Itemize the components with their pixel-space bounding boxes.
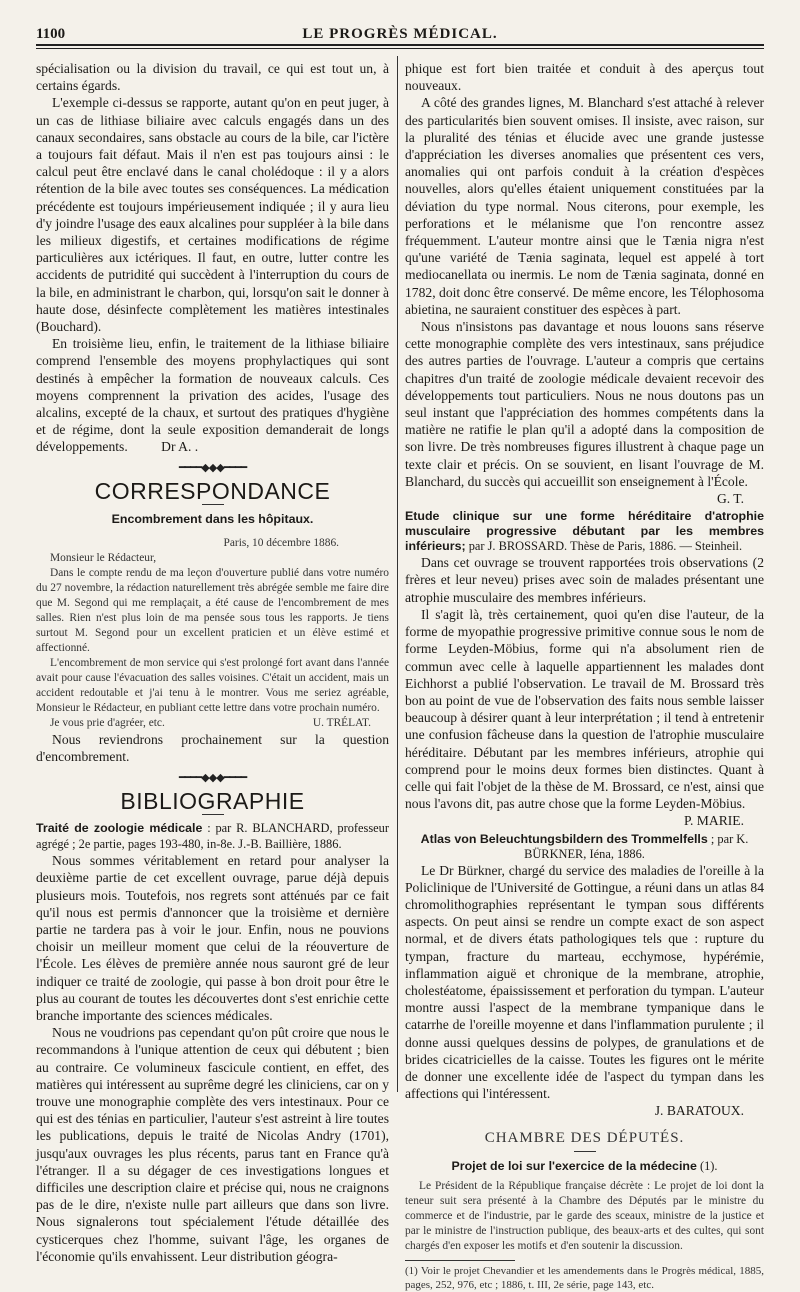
letter xyxy=(36,536,389,731)
book-reference: ; par K. BÜRKNER, Iéna, 1886. xyxy=(524,831,749,861)
paragraph: spécialisation ou la division du travail, ce qui est tout un, à certains égards. xyxy=(36,61,389,94)
book-title: Atlas von Beleuchtungsbildern des Trommelfells xyxy=(420,831,708,846)
section-heading-bibliographie: BIBLIOGRAPHIE xyxy=(120,787,305,814)
paragraph: Le Dr Bürkner, chargé du service des maladies de l'oreille à la Policlinique de l'Université de Gottingue, a réuni dans un atlas 84 chromolithographies représentant le tympan sous différents aspects. On peut ainsi se rendre un compte exact de son aspect normal, et de divers états pathologiques tels que : rupture du tympan, fracture du marteau, ecchymose, hypérémie, inflammation aiguë et chronique de la membrane, atrophie, cholestéatome, épaississement et perforation du tympan. L'auteur montre aussi l'aspect de la membrane tympanique dans le catarrhe de l'oreille moyenne et dans l'inflammation purulente ; il donne aussi quelques dessins de polypes, de granulations et de brides cicatricielles de la caisse. Toutes les figures ont le mérite de donner une excellente idée de l'aspect du tympan dans les affections qui l'intéressent. xyxy=(405,862,764,1102)
letter-closing: Je vous prie d'agréer, etc. xyxy=(50,717,165,730)
review-heading xyxy=(405,832,764,862)
signature: J. BARATOUX. xyxy=(654,1103,744,1119)
book-title: Traité de zoologie médicale xyxy=(36,821,203,836)
footnote: (1) Voir le projet Chevandier et les amendements dans le Progrès médical, 1885, pages, 252, 976, etc ; 1886, t. III, 2e série, page 143, etc. xyxy=(405,1264,764,1291)
signature: P. MARIE. xyxy=(683,813,744,829)
footnote-marker: (1). xyxy=(696,1158,718,1173)
ornament-divider: ━━━━◆◆◆━━━━ xyxy=(178,771,247,784)
paragraph: phique est fort bien traitée et conduit à des aperçus tout nouveaux. xyxy=(405,61,764,94)
letter-date: Paris, 10 décembre 1886. xyxy=(223,537,339,550)
paragraph: L'exemple ci-dessus se rapporte, autant qu'on en peut juger, à un cas de lithiase biliaire avec calculs engagés dans un des canaux secondaires, sans obstacle au cours de la bile, car l'ictère a toujours fait défaut. Mais il n'en est pas toujours ainsi : le calcul peut être enclavé dans le canal cholédoque : il y a alors rétention de la bile avec toutes ses conséquences. La médication précédente est toujours impérieusement indiquée ; il y aura lieu d'y joindre l'usage des eaux alcalines pour suppléer à la bile dans les milieux digestifs, et certaines modifications de régime particulières aux ictériques. Il faut, en outre, lutter contre les accidents de putridité qui succèdent à l'interruption du cours de la bile, en administrant le charbon, qui, lorsqu'on sait le donner à haute dose, désinfecte complètement les matières intestinales (Bouchard). xyxy=(36,95,389,335)
bill-title: Projet de loi sur l'exercice de la médecine xyxy=(451,1158,697,1173)
editor-note: Nous reviendrons prochainement sur la question d'encombrement. xyxy=(36,732,389,765)
paragraph-text: En troisième lieu, enfin, le traitement de la lithiase biliaire comprend l'ensemble des moyens prophylactiques qui sont destinés à empêcher la formation de nouveaux calculs. Ces moyens comprennent la privation des acides, l'usage des alcalins, excepté de la chaux, et surtout des pratiques d'hygiène et de régime, dont la seule exposition demanderait de longs développements. xyxy=(36,336,389,455)
signature: U. TRÉLAT. xyxy=(312,717,371,730)
page-number: 1100 xyxy=(36,26,66,42)
review-heading xyxy=(405,509,764,554)
article-heading: Encombrement dans les hôpitaux. xyxy=(111,512,314,527)
heading-dash xyxy=(202,504,224,505)
paragraph: Dans cet ouvrage se trouvent rapportées trois observations (2 frères et leur neveu) prises avec soin de malades présentant une atrophie musculaire des membres inférieurs. xyxy=(405,555,764,605)
footnote-rule xyxy=(405,1260,515,1261)
column-divider xyxy=(397,56,398,1092)
heading-dash xyxy=(202,814,224,815)
section-heading-correspondance: CORRESPONDANCE xyxy=(94,477,331,504)
page-header xyxy=(36,26,764,44)
paragraph: A côté des grandes lignes, M. Blanchard s'est attaché à relever des particularités bien souvent omises. Il insiste, avec raison, sur la pluralité des ténias et élucide avec une grande justesse d'appréciation les diverses anomalies que présentent ces vers, anomalies qui ont parfois conduit à la création d'espèces nouvelles, alors qu'elles étaient uniquement constituées par la déviation du type normal. Nous citerons, pour exemple, les perforations et le mélanisme que l'on rencontre assez fréquemment. L'auteur montre ainsi que le Tænia nigra n'est qu'une variété de Tænia saginata, lequel est appelé à tort mediocanellata ou inermis. Le nom de Tænia saginata, donné en 1782, doit donc être conservé. De même encore, les Télophosoma abietina, ne sauraient constituer des espèces à part. xyxy=(405,95,764,317)
signature: G. T. xyxy=(716,491,744,507)
right-column xyxy=(405,60,764,1292)
paragraph: Nous sommes véritablement en retard pour analyser la deuxième partie de cet excellent ouvrage, parue déjà depuis plusieurs mois. Toutefois, nos regrets sont atténués par ce fait qu'il nous est permis d'annoncer que la troisième et dernière partie ne tardera pas à voir le jour. Enfin, nous ne pouvions choisir un meilleur moment que celui de la réouverture de l'École. Les élèves de première année nous sauront gré de leur indiquer ce traité de zoologie, qui passe à bon droit pour être le plus au courant de toutes les découvertes dont s'est enrichie cette branche importante des sciences médicales. xyxy=(36,853,389,1023)
paragraph xyxy=(36,335,389,455)
paragraph: Dans le compte rendu de ma leçon d'ouverture publié dans votre numéro du 27 novembre, la rédaction naturellement très abrégée semble me faire dire que M. Segond qui me remplaçait, a été cause de l'encombrement de mes salles. Rien n'est plus loin de ma pensée sous tous les rapports. Je tiens surtout M. Segond pour un excellent praticien et un élève estimé et affectionné. xyxy=(36,567,389,655)
book-reference: : par R. BLANCHARD, professeur agrégé ; 2e partie, pages 193-480, in-8e. J.-B. Baillière, 1886. xyxy=(36,821,389,851)
book-title: Etude clinique sur une forme héréditaire d'atrophie musculaire progressive débutant par les membres inférieurs; xyxy=(405,509,764,554)
header-rule-thin xyxy=(36,48,764,49)
letter-salutation: Monsieur le Rédacteur, xyxy=(50,552,157,565)
paragraph: Nous ne voudrions pas cependant qu'on pût croire que nous le recommandons à l'unique attention de ceux qui débutent ; bien au contraire. Ce volumineux fascicule contient, en effet, des matières qui intéressent au suprême degré les cliniciens, car on y trouve une monographie complète des vers intestinaux. Pour ce qui est des ténias en particulier, l'auteur s'est astreint à lire toutes les publications, depuis le traité de Nicolas Andry (1701), jusqu'aux ouvrages les plus récents, parus tant en France qu'à l'étranger. Il a su dégager de ces investigations longues et difficiles une description claire et précise qui, nous ne craignons pas de le dire, n'existe nulle part ailleurs que dans son livre. Nous signalerons tout spécialement l'étude détaillée des cysticerques chez l'homme, suivant l'âge, les organes de l'économie qu'ils envahissent. Leur distribution géogra- xyxy=(36,1025,389,1264)
bill-heading xyxy=(405,1158,764,1175)
heading-dash xyxy=(574,1151,596,1152)
paragraph: Nous n'insistons pas davantage et nous louons sans réserve cette monographie complète des vers intestinaux, sans préjudice des autres parties de l'ouvrage. L'auteur a compris que certains chapitres d'un traité de zoologie médicale devaient recevoir des développements tout particuliers. Nous ne nous doutons pas un seul instant que l'appréciation des hommes compétents dans la matière ne ratifie le plan qu'il a adopté dans la composition de son livre. De très nombreuses figures illustrent à chaque page un texte clair et précis. On se souvient, en lisant l'ouvrage de M. Blanchard, du succès qui accueillit son enseignement à l'École. xyxy=(405,319,764,489)
book-reference: par J. BROSSARD. Thèse de Paris, 1886. — Steinheil. xyxy=(465,539,743,554)
journal-title: LE PROGRÈS MÉDICAL. xyxy=(302,26,498,42)
paragraph: Il s'agit là, très certainement, quoi qu'en dise l'auteur, de la forme de myopathie progressive primitive connue sous le nom de forme Leyden-Möbius, forme qui n'a absolument rien de commun avec celle à laquelle appartiennent les malades dont Eichhorst a publié l'observation. Le travail de M. Brossard très bon au point de vue de l'observation des faits nous semble laisser beaucoup à désirer quant à leur interprétation ; il tend à entretenir une confusion fâcheuse dans la question de l'atrophie musculaire héréditaire. Débutant par les membres inférieurs, atrophie qui comprend pour le moins deux formes bien distinctes. Quant à celle qui fait l'objet de la thèse de M. Brossard, ce n'est, ainsi que nous l'avons dit, pas autre chose que la forme Leyden-Möbius. xyxy=(405,606,764,812)
header-rule xyxy=(36,44,764,46)
ornament-divider: ━━━━◆◆◆━━━━ xyxy=(178,461,247,474)
left-column xyxy=(36,60,389,1265)
bill-text xyxy=(405,1179,764,1254)
paragraph: Le Président de la République française décrète : Le projet de loi dont la teneur suit sera présenté à la Chambre des Députés par le ministre du commerce et de l'industrie, par le garde des sceaux, ministre de la justice et par le ministre de l'instruction publique, des beaux-arts et des cultes, qui sont chargés d'en exposer les motifs et d'en soutenir la discussion. xyxy=(405,1179,764,1252)
review-heading xyxy=(36,821,389,852)
section-heading-chamber: CHAMBRE DES DÉPUTÉS. xyxy=(484,1129,685,1146)
signature: Dr A. . xyxy=(161,439,199,455)
paragraph xyxy=(36,716,389,731)
paragraph: L'encombrement de mon service qui s'est prolongé fort avant dans l'année avait pour cause l'évacuation des salles voisines. C'était un accident, mais un accident redoutable et j'ai tenu à le montrer. Vous me seriez agréable, Monsieur le Rédacteur, en publiant cette lettre dans votre prochain numéro. xyxy=(36,657,389,715)
